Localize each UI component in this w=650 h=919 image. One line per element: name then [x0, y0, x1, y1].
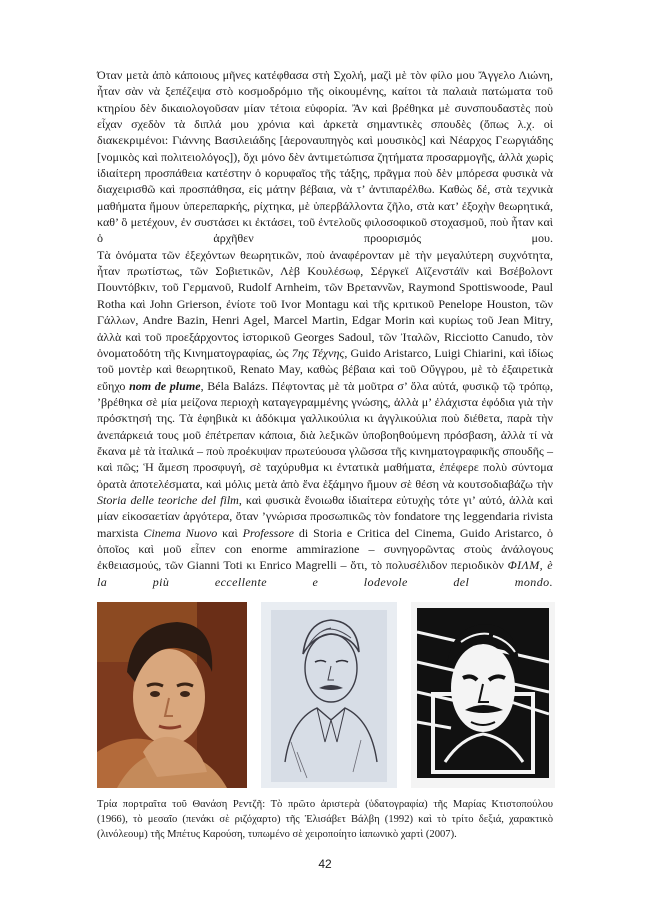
professore-word: Professore	[242, 525, 294, 540]
paragraph-1: Όταν μετὰ ἀπὸ κάποιους μῆνες κατέφθασα στὴ Σχολή, μαζὶ μὲ τὸν φίλο μου Ἄγγελο Λιώνη, ἦταν σὰν νὰ ξεπέζεψα στὸ κοσμοδρόμιο τῆς οἰκουμένης, καίτοι τὰ παλαιὰ πατώματα τοῦ κτηρίου δὲν δικαιολογοῦσαν μίαν τέτοια εὐφορία. Ἂν καὶ βρέθηκα μὲ συνσπουδαστὲς ποὺ εἶχαν σχεδὸν τὰ διπλά μου χρόνια καὶ ἀρκετὰ σημαντικὲς σπουδὲς (ὅπως λ.χ. οἱ διακεκριμένοι: Γιάννης Βασιλειάδης [ἀεροναυπηγὸς καὶ μουσικὸς] καὶ Νέαρχος Γεωργιάδης [νομικὸς καὶ πολιτειολόγος]), ὄχι μόνο δὲν ἀντιμετώπισα ζητήματα προσαρμογῆς, ἀλλὰ χωρὶς ἰδιαίτερη προσπάθεια κατέστην ὁ κορυφαῖος τῆς τάξης, πρᾶγμα ποὺ δὲν μπόρεσα φυσικὰ νὰ διαχειρισθῶ καὶ προσπάθησα, εἰς μάτην βέβαια, νὰ τ’ ἀντιπαρέλθω. Καθὼς δέ, στὰ τεχνικὰ μαθήματα ἤμουν ὑπερεπαρκής, ρίχτηκα, μὲ ὑπερβάλλοντα ζῆλο, στὰ κατ’ ἐξοχὴν θεωρητικά, καθ’ ὃ μετέχουν, ἐν συστάσει κι ἐκτάσει, τοῦ ἐντελοῦς φιλοσοφικοῦ στοχασμοῦ, ποὺ ἦταν καὶ ὁ ἀρχῆθεν προορισμός μου.	[97, 68, 553, 246]
portrait-figures	[97, 602, 555, 788]
watercolor-portrait-image	[97, 602, 247, 788]
fiam-quote: ΦΙΛΜ, è la più eccellente e lodevole del mondo.	[97, 558, 553, 589]
seventh-art-phrase: 7ης Τέχνης	[291, 345, 345, 360]
cinema-nuovo-title: Cinema Nuovo	[143, 525, 218, 540]
page-number: 42	[318, 857, 332, 871]
linocut-portrait-image	[411, 602, 555, 788]
paragraph-2: Τὰ ὀνόματα τῶν ἐξεχόντων θεωρητικῶν, ποὺ ἀναφέρονταν μὲ τὴν μεγαλύτερη συχνότητα, ἦταν πρωτίστως, τῶν Σοβιετικῶν, Λὲβ Κουλέσωφ, Σέργκεϊ Αϊζενστάϊν καὶ Βσέβολοντ Πουντόβκιν, τοῦ Γερμανοῦ, Rudolf Arnheim, τῶν Βρετανν̃ων, Raymond Spottiswoode, Paul Rotha καὶ John Grierson, ἐνίοτε τοῦ Ivor Montagu καὶ τῆς κριτικοῦ Penelope Houston, τῶν Γάλλων, Andre Bazin, Henri Agel, Marcel Martin, Edgar Morin καὶ κυρίως τοῦ Jean Mitry, ἀλλὰ καὶ τοῦ προεξάρχοντος ἱστορικοῦ Georges Sadoul, τῶν Ἰταλῶν, Ricciotto Canudo, τὸν ὀνοματοδότη τῆς Κινηματογραφίας, ὡς 7ης Τέχνης, Guido Aristarco, Luigi Chiarini, καὶ ἰδίως τοῦ μοντὲρ καὶ θεωρητικοῦ, Renato May, καθὼς βέβαια καὶ τοῦ Οὔγγρου, μὲ τὸ ἐξαιρετικὰ εὔηχο nom de plume, Béla Balázs. Πέφτοντας μὲ τὰ μοῦτρα σ’ ὅλα αὐτά, φυσικῷ τῷ τρόπῳ, ’βρέθηκα σὲ μία μείζονα περιοχὴ καταγεγραμμένης γνώσης, ἀλλὰ μ’ ἐλάχιστα ἐφόδια γιὰ τὴν πρόσκτησή της. Τὰ ἐφηβικὰ κι ἀδόκιμα γαλλικούλια κι ἀγγλικούλια ποὺ διέθετα, παρὰ τὴν ἀνεπάρκειά τους μοῦ ἐπέτρεπαν κάποια, διὰ λεξικῶν ὑποβοηθούμενη πρόσβαση, ἀλλὰ τί νὰ ἔκανα μὲ τὰ ἰταλικά – ποὺ προέκυψαν πρωτεύουσα γλῶσσα τῆς κινηματογραφικῆς σπουδῆς – καὶ πῶς; Ἡ ἄμεση προσφυγή, σὲ ταχύρυθμα κι ἐντατικὰ μαθήματα, ἐπέφερε πολὺ σύντομα ὁρατὰ ἀποτελέσματα, καὶ μόλις μετὰ ἀπὸ ἕνα ἑξάμηνο ἤμουν σὲ θέση νὰ κουτσοδιαβάζω τὴν Storia delle teoriche del film, καὶ φυσικὰ ἔνοιωθα ἰδιαίτερα εὐτυχὴς τότε γι’ αὐτό, ἀλλὰ καὶ μίαν εἰκοσαετίαν ἀργότερα, ὅταν ’γνώρισα προσωπικῶς τὸν fondatore της leggendaria rivista marxista Cinema Nuovo καὶ Professore di Storia e Critica del Cinema, Guido Aristarco, ὁ ὁποῖος καὶ μοῦ εἶπεν con enorme ammirazione – συνηγορῶντας στοὺς ἀνάλογους ἐκθειασμούς, τῶν Gianni Toti κι Enrico Magrelli – ὅτι, τὸ πολυσέλιδον περιοδικὸν ΦΙΛΜ, è la più eccellente e lodevole del mondo.	[97, 247, 553, 589]
pen-portrait-image	[261, 602, 397, 788]
nom-de-plume-phrase: nom de plume	[129, 378, 201, 393]
figure-caption: Τρία πορτραῖτα τοῦ Θανάση Ρεντζῆ: Τὸ πρῶτο ἀριστερὰ (ὑδατογραφία) τῆς Μαρίας Κτιστοπούλου (1966), τὸ μεσαῖο (πενάκι σὲ ριζόχαρτο) τῆς Ἐλισάβετ Βάλβη (1992) καὶ τὸ τρίτο δεξιά, χαρακτικὸ (λινόλεουμ) τῆς Μπέτυς Καρούση, τυπωμένο σὲ χειροποίητο ἰαπωνικὸ χαρτὶ (2007).	[97, 799, 553, 840]
main-text	[97, 67, 553, 590]
storia-title: Storia delle teoriche del film	[97, 492, 239, 507]
